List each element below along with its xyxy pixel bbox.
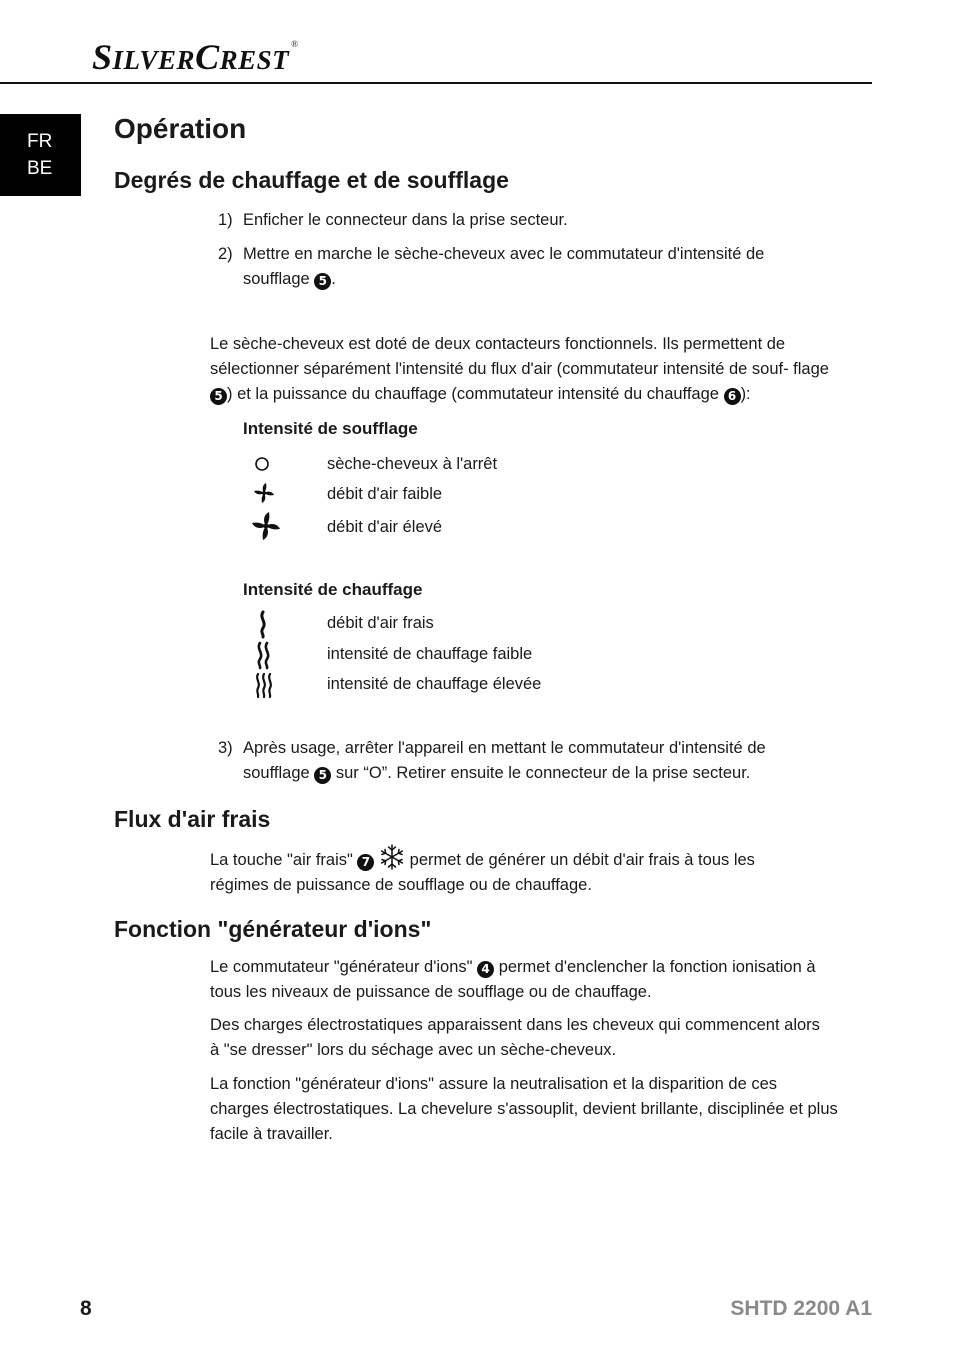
- fan-large-icon: [248, 511, 284, 545]
- paragraph: Le sèche-cheveux est doté de deux contacteurs fonctionnels. Ils permettent de sélectionner séparément l'intensité du flux d'air (commutateur intensité de souf- flage 5 ) et la puissance du chauffage (commutateur intensité du chauffage 6 ):: [210, 335, 829, 403]
- section-heading: Fonction "générateur d'ions": [114, 916, 432, 942]
- step-text: Mettre en marche le sèche-cheveux avec le commutateur d'intensité de soufflage: [243, 245, 765, 288]
- legend-row: [248, 481, 668, 511]
- step-item: [218, 208, 828, 233]
- legend-row: [248, 610, 668, 640]
- language-tab: [0, 114, 81, 196]
- page-title: Opération: [114, 113, 247, 144]
- step-number: 1): [218, 211, 233, 229]
- legend-label: sèche-cheveux à l'arrêt: [327, 455, 498, 473]
- page-number: 8: [80, 1297, 92, 1320]
- subheading: Intensité de chauffage: [243, 580, 423, 599]
- step-number: 2): [218, 245, 233, 263]
- legend-label: intensité de chauffage élevée: [327, 675, 542, 693]
- paragraph: Des charges électrostatiques apparaissent dans les cheveux qui commencent alors à "se dresser" lors du séchage avec un sèche-cheveux.: [210, 1016, 820, 1059]
- paragraph: Le commutateur "générateur d'ions" 4 permet d'enclencher la fonction ionisation à tous les niveaux de puissance de soufflage ou de chauffage.: [210, 958, 816, 1001]
- paragraph: La touche "air frais" 7 permet de générer un débit d'air frais à tous les régimes de puissance de soufflage ou de chauffage.: [210, 844, 810, 898]
- off-circle-icon: [248, 451, 284, 481]
- section-heading: Flux d'air frais: [114, 806, 271, 832]
- legend-row: [248, 451, 668, 481]
- heat-three-waves-icon: [248, 671, 284, 701]
- legend-label: débit d'air faible: [327, 485, 443, 503]
- part-reference-badge: 7: [357, 854, 374, 871]
- step-number: 3): [218, 739, 233, 757]
- step-text: Enficher le connecteur dans la prise secteur.: [243, 211, 568, 229]
- language-code: FR: [27, 131, 53, 152]
- legend-row: [248, 511, 668, 545]
- part-reference-badge: 4: [477, 961, 494, 978]
- legend-label: intensité de chauffage faible: [327, 645, 533, 663]
- logo-letter: S: [92, 37, 113, 77]
- brand-logo: [92, 36, 298, 78]
- model-number: SHTD 2200 A1: [730, 1297, 872, 1320]
- section-heading: Degrés de chauffage et de soufflage: [114, 167, 509, 193]
- paragraph: La fonction "générateur d'ions" assure la neutralisation et la disparition de ces charges électrostatiques. La chevelure s'assouplit, devient brillante, disciplinée et plus facile à travailler.: [210, 1075, 838, 1143]
- part-reference-badge: 6: [724, 388, 741, 405]
- part-reference-badge: 5: [314, 767, 331, 784]
- header-rule: [0, 82, 872, 84]
- subheading: Intensité de soufflage: [243, 419, 418, 438]
- step-item: 3) Après usage, arrêter l'appareil en mettant le commutateur d'intensité de soufflage 5 sur “O”. Retirer ensuite le connecteur de la prise secteur.: [218, 736, 828, 786]
- legend-label: débit d'air frais: [327, 614, 434, 632]
- legend-row: [248, 641, 668, 671]
- language-code: BE: [27, 158, 53, 179]
- logo-letters: REST: [219, 45, 290, 75]
- registered-mark: ®: [291, 39, 299, 49]
- legend-label: débit d'air élevé: [327, 518, 443, 536]
- heat-two-waves-icon: [248, 641, 284, 671]
- heat-one-wave-icon: [248, 610, 284, 640]
- fan-small-icon: [248, 481, 284, 511]
- step-text: Après usage, arrêter l'appareil en mettant le commutateur d'intensité de soufflage: [243, 739, 766, 782]
- step-item: 2) Mettre en marche le sèche-cheveux avec le commutateur d'intensité de soufflage 5 .: [218, 242, 828, 292]
- legend-row: [248, 671, 668, 701]
- snowflake-icon: [379, 844, 405, 870]
- part-reference-badge: 5: [210, 388, 227, 405]
- logo-letter: C: [195, 37, 220, 77]
- part-reference-badge: 5: [314, 273, 331, 290]
- logo-letters: ILVER: [112, 45, 196, 75]
